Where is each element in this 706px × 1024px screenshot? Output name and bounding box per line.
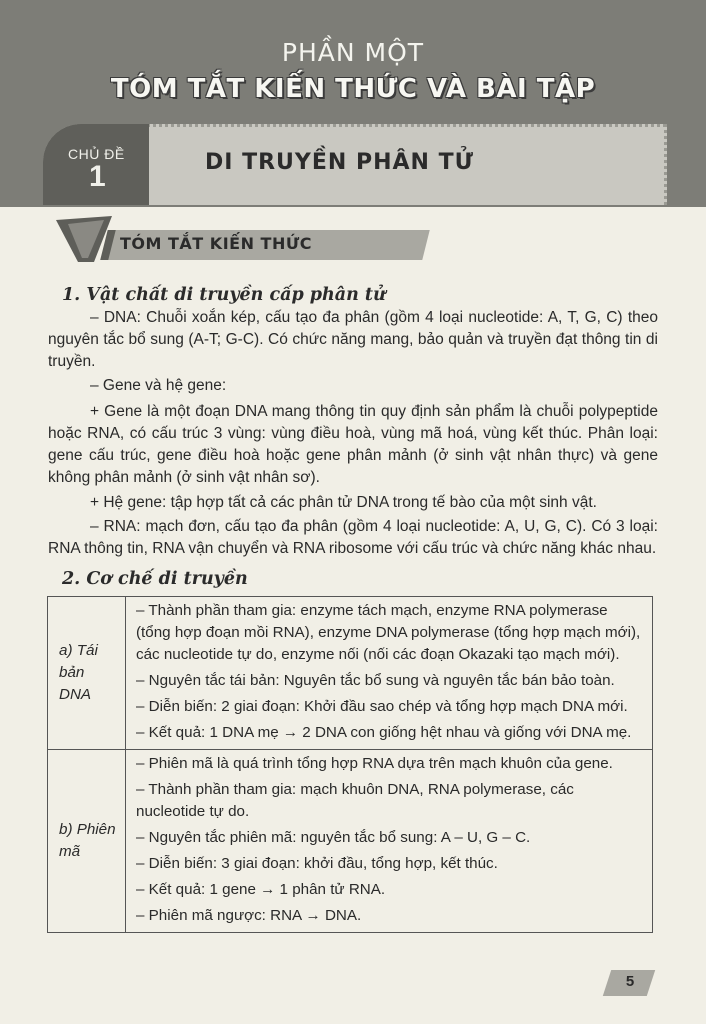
summary-heading: TÓM TẮT KIẾN THỨC [120,234,312,253]
chapter-title: DI TRUYỀN PHÂN TỬ [205,150,474,175]
row-content [126,597,653,750]
paragraph-gene: + Gene là một đoạn DNA mang thông tin quy định sản phẩm là chuỗi polypeptide hoặc RNA, có cấu trúc 3 vùng: vùng điều hoà, vùng mã hoá, vùng kết thúc. Phân loại: gene cấu trúc, gene điều hoà hoặc gene phân mảnh (ở sinh vật nhân thực) và gene không phân mảnh (ở sinh vật nhân sơ). [48,403,658,486]
category-line: b) Phiên [59,821,116,838]
part-label: PHẦN MỘT [281,38,425,67]
content-line: – Diễn biến: 2 giai đoạn: Khởi đầu sao chép và tổng hợp mạch DNA mới. [136,698,628,715]
row-category [48,750,126,933]
table-row [48,750,653,933]
content-line: – Kết quả: 1 DNA mẹ → 2 DNA con giống hệt nhau và giống với DNA mẹ. [136,724,632,741]
paragraph-gene-heading: – Gene và hệ gene: [90,377,227,394]
chapter-number: 1 [89,160,106,193]
section-heading-1: 1. Vật chất di truyền cấp phân tử [62,285,386,305]
table-row [48,597,653,750]
section-heading-2: 2. Cơ chế di truyền [62,569,248,589]
swoosh-icon [54,214,114,264]
mechanism-table [47,596,653,933]
page-number: 5 [625,973,635,990]
content-line: – Diễn biến: 3 giai đoạn: khởi đầu, tổng hợp, kết thúc. [136,855,498,872]
row-category [48,597,126,750]
category-line: a) Tái [59,642,98,659]
chapter-word: CHỦ ĐỀ [68,146,125,162]
content-line: – Phiên mã là quá trình tổng hợp RNA dựa trên mạch khuôn của gene. [136,755,613,772]
row-content [126,750,653,933]
content-line: – Nguyên tắc phiên mã: nguyên tắc bổ sung: A – U, G – C. [136,829,531,846]
part-title: TÓM TẮT KIẾN THỨC VÀ BÀI TẬP [110,74,596,104]
category-line: bản [59,664,85,681]
paragraph-rna: – RNA: mạch đơn, cấu tạo đa phân (gồm 4 loại nucleotide: A, U, G, C). Có 3 loại: RNA thông tin, RNA vận chuyển và RNA ribosome với cấu trúc và chức năng khác nhau. [48,518,658,557]
category-line: mã [59,843,81,860]
paragraph-dna: – DNA: Chuỗi xoắn kép, cấu tạo đa phân (gồm 4 loại nucleotide: A, T, G, C) theo nguyên tắc bổ sung (A-T; G-C). Có chức năng mang, bảo quản và truyền đạt thông tin di truyền. [48,309,658,370]
paragraph-genome: + Hệ gene: tập hợp tất cả các phân tử DNA trong tế bào của một sinh vật. [90,494,597,511]
content-line: – Kết quả: 1 gene → 1 phân tử RNA. [136,881,386,898]
content-line: – Phiên mã ngược: RNA → DNA. [136,907,362,924]
category-line: DNA [59,686,92,703]
content-line: – Thành phần tham gia: mạch khuôn DNA, RNA polymerase, các nucleotide tự do. [136,781,574,820]
content-line: – Thành phần tham gia: enzyme tách mạch, enzyme RNA polymerase (tổng hợp đoạn mồi RNA), enzyme DNA polymerase (tổng hợp mạch mới), các nucleotide tự do, enzyme nối (nối các đoạn Okazaki tạo mạch mới). [136,602,641,663]
content-line: – Nguyên tắc tái bản: Nguyên tắc bổ sung và nguyên tắc bán bảo toàn. [136,672,615,689]
